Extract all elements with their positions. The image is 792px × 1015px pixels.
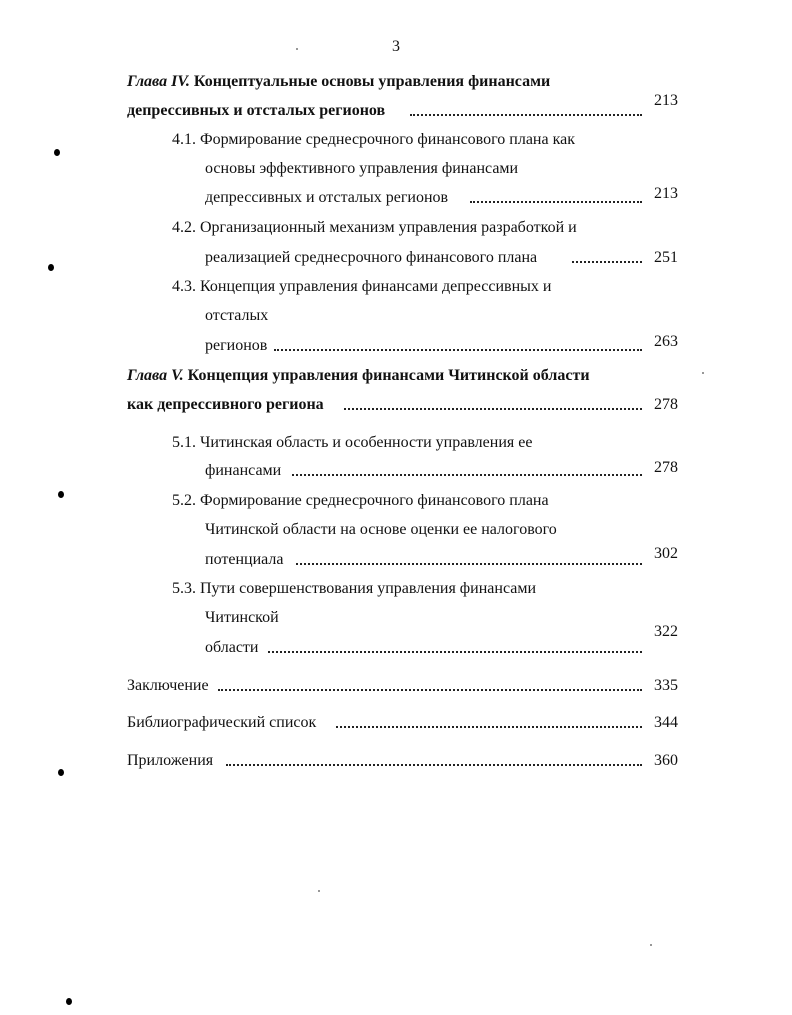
appendices-label: Приложения [127, 752, 214, 769]
appendices-leader [226, 764, 642, 766]
chapter-5-title-line-1 [127, 366, 590, 386]
section-5-2-line-2: Читинской области на основе оценки ее налогового [205, 521, 557, 538]
chapter-5-title-text: Концепция управления финансами Читинской области [187, 367, 590, 384]
chapter-4-page: 213 [654, 92, 678, 109]
conclusion-label: Заключение [127, 677, 209, 694]
section-4-2-leader [572, 261, 642, 263]
section-4-2-line-1: 4.2. Организационный механизм управления разработкой и [172, 219, 577, 236]
section-4-3-leader [274, 349, 642, 351]
chapter-5-label: Глава V. [127, 367, 184, 384]
chapter-4-label: Глава IV. [127, 73, 190, 90]
scan-mark [66, 998, 72, 1005]
scan-mark [54, 149, 60, 156]
section-4-1-line-2: основы эффективного управления финансами [205, 160, 519, 177]
chapter-4-title-text: Концептуальные основы управления финансами [193, 73, 551, 90]
section-4-3-page: 263 [654, 333, 678, 350]
section-4-3-line-1: 4.3. Концепция управления финансами депрессивных и [172, 278, 552, 295]
section-4-2-line-2: реализацией среднесрочного финансового плана [205, 249, 538, 266]
chapter-5-title-line-2: как депрессивного региона [127, 396, 324, 413]
section-5-1-leader [292, 474, 642, 476]
section-5-2-leader [296, 563, 642, 565]
chapter-4-title-line-2: депрессивных и отсталых регионов [127, 102, 386, 119]
section-5-3-leader [268, 651, 642, 653]
scan-mark [48, 264, 54, 271]
section-4-1-page: 213 [654, 185, 678, 202]
section-5-1-page: 278 [654, 459, 678, 476]
conclusion-leader [218, 689, 642, 691]
bibliography-page: 344 [654, 714, 678, 731]
section-5-2-line-1: 5.2. Формирование среднесрочного финансового плана [172, 492, 549, 509]
section-5-2-page: 302 [654, 545, 678, 562]
appendices-page: 360 [654, 752, 678, 769]
section-5-1-line-2: финансами [205, 462, 282, 479]
bibliography-leader [336, 726, 642, 728]
scan-mark [58, 769, 64, 776]
conclusion-page: 335 [654, 677, 678, 694]
chapter-5-leader [344, 408, 642, 410]
scan-speck [296, 48, 298, 50]
scan-speck [318, 890, 320, 892]
section-4-3-line-3: регионов [205, 337, 268, 354]
section-5-3-page: 322 [654, 623, 678, 640]
section-5-3-line-1: 5.3. Пути совершенствования управления финансами [172, 580, 537, 597]
section-4-1-line-1: 4.1. Формирование среднесрочного финансового плана как [172, 131, 575, 148]
scan-speck [650, 944, 652, 946]
section-5-1-line-1: 5.1. Читинская область и особенности управления ее [172, 434, 533, 451]
section-4-1-line-3: депрессивных и отсталых регионов [205, 189, 449, 206]
chapter-4-leader [410, 114, 642, 116]
section-4-1-leader [470, 201, 642, 203]
section-5-3-line-3: области [205, 639, 259, 656]
section-5-2-line-3: потенциала [205, 551, 284, 568]
section-5-3-line-2: Читинской [205, 609, 279, 626]
scan-speck [702, 372, 704, 374]
chapter-4-title-line-1 [127, 72, 550, 92]
page-number: 3 [392, 38, 400, 55]
chapter-5-page: 278 [654, 396, 678, 413]
scan-mark [58, 491, 64, 498]
section-4-3-line-2: отсталых [205, 307, 269, 324]
section-4-2-page: 251 [654, 249, 678, 266]
bibliography-label: Библиографический список [127, 714, 317, 731]
